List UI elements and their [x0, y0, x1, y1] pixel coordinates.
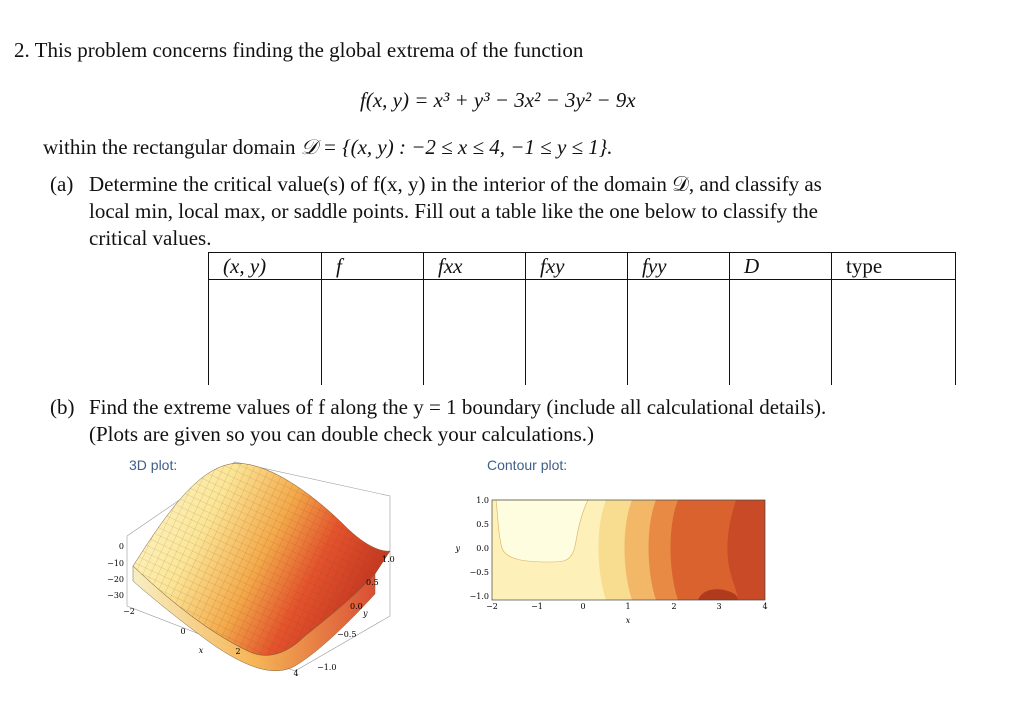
domain-prefix: within the rectangular domain	[43, 135, 301, 159]
plot3d-ytick: 1.0	[382, 555, 395, 564]
plot3d-xtick: −2	[123, 607, 135, 616]
problem-number: 2.	[14, 38, 30, 62]
plot3d-ytick: 0.5	[366, 578, 379, 587]
table-cell[interactable]	[209, 280, 322, 386]
contour-xtick: 2	[671, 602, 677, 611]
plot3d-xlabel: x	[198, 646, 204, 655]
plot3d-ztick: 0	[118, 542, 124, 551]
plot3d-label: 3D plot:	[129, 457, 178, 473]
part-a-line2: local min, local max, or saddle points. Fill out a table like the one below to classify the	[89, 199, 819, 223]
contour-xtick: −2	[486, 602, 498, 611]
table-row	[209, 280, 956, 386]
table-cell[interactable]	[832, 280, 956, 386]
part-b-line1: Find the extreme values of f along the y = 1 boundary (include all calculational details).	[89, 395, 827, 419]
part-b-label: (b)	[50, 395, 75, 419]
plot3d-ztick: −30	[107, 591, 124, 600]
contour-xtick: 0	[580, 602, 586, 611]
function-equation: f(x, y) = x³ + y³ − 3x² − 3y² − 9x	[360, 88, 636, 112]
contour-ytick: 0.5	[476, 520, 489, 529]
table-cell[interactable]	[322, 280, 424, 386]
contour-ytick: −0.5	[469, 568, 489, 577]
table-header-type: type	[832, 253, 956, 280]
part-b-line2: (Plots are given so you can double check your calculations.)	[89, 422, 595, 446]
contour-xtick: −1	[531, 602, 543, 611]
plot3d-ytick: −0.5	[337, 630, 357, 639]
table-cell[interactable]	[424, 280, 526, 386]
contour-ytick: 0.0	[476, 544, 489, 553]
part-a-line3: critical values.	[89, 226, 212, 250]
contour-label: Contour plot:	[487, 457, 568, 473]
table-header-fxy: fxy	[526, 253, 628, 280]
table-cell[interactable]	[628, 280, 730, 386]
contour-xlabel: x	[625, 616, 631, 625]
contour-xtick: 1	[625, 602, 631, 611]
plot3d-ytick: −1.0	[317, 663, 337, 672]
problem-intro	[14, 37, 583, 64]
part-a-line1: Determine the critical value(s) of f(x, y) in the interior of the domain 𝒟, and classify as	[89, 172, 822, 196]
plot3d-ztick: −10	[107, 559, 124, 568]
domain-statement	[43, 134, 612, 161]
table-header-f: f	[322, 253, 424, 280]
table-cell[interactable]	[730, 280, 832, 386]
plot3d-ztick: −20	[107, 575, 124, 584]
contour-ylabel: y	[455, 544, 460, 553]
plot3d-ylabel: y	[363, 609, 368, 618]
table-header-row	[209, 253, 956, 280]
classification-table	[208, 252, 956, 385]
contour-xtick: 3	[716, 602, 722, 611]
part-a-label: (a)	[50, 172, 74, 196]
table-header-D: D	[730, 253, 832, 280]
plot3d-xtick: 4	[293, 669, 299, 678]
table-header-xy: (x, y)	[209, 253, 322, 280]
domain-set: 𝒟 = {(x, y) : −2 ≤ x ≤ 4, −1 ≤ y ≤ 1}.	[300, 135, 613, 159]
table-cell[interactable]	[526, 280, 628, 386]
contour-ytick: −1.0	[469, 592, 489, 601]
plot3d-xtick: 0	[180, 627, 186, 636]
plot3d-ytick: 0.0	[350, 602, 363, 611]
contour-figure	[446, 490, 776, 625]
problem-intro-text: This problem concerns finding the global extrema of the function	[34, 38, 584, 62]
plot3d-xtick: 2	[235, 647, 241, 656]
table-header-fyy: fyy	[628, 253, 730, 280]
contour-plot-area	[492, 500, 765, 600]
table-header-fxx: fxx	[424, 253, 526, 280]
contour-xtick: 4	[762, 602, 768, 611]
plot3d-figure	[105, 456, 415, 686]
contour-ytick: 1.0	[476, 496, 489, 505]
